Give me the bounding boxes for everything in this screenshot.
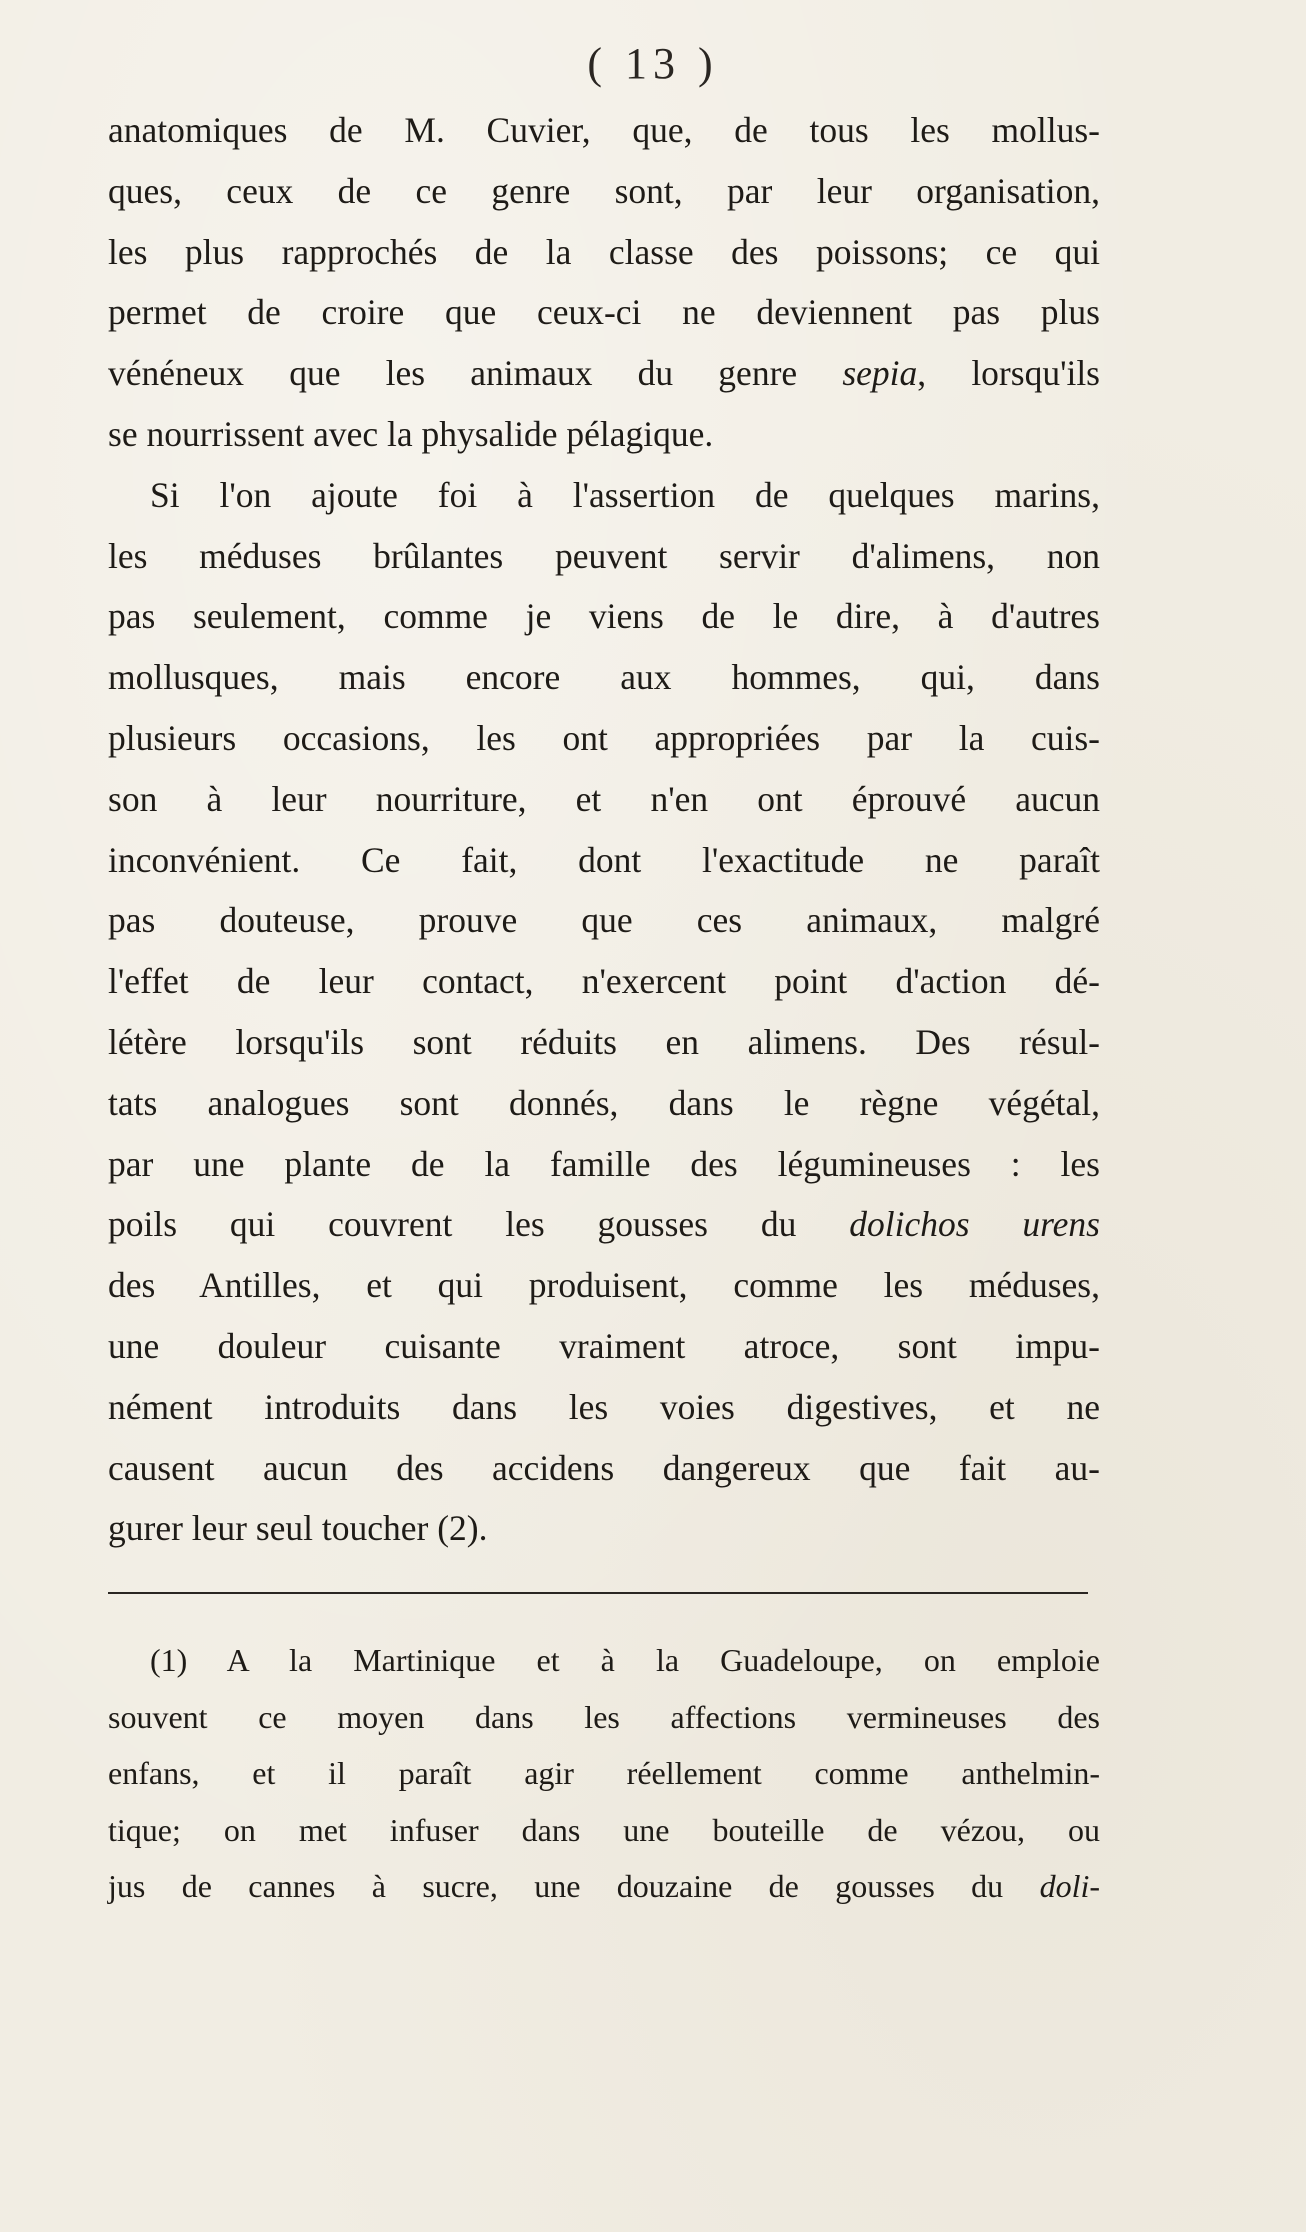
body-line: une douleur cuisante vraiment atroce, sont impu-	[108, 1325, 1100, 1366]
body-line: permet de croire que ceux-ci ne deviennent pas plus	[108, 292, 1100, 333]
body-line: l'effet de leur contact, n'exercent point d'action dé-	[108, 961, 1100, 1002]
footnote-italic-term: doli-	[1039, 1868, 1100, 1904]
body-line: mollusques, mais encore aux hommes, qui, dans	[108, 657, 1100, 698]
body-text-segment: poils qui couvrent les gousses du	[108, 1204, 850, 1245]
body-line: son à leur nourriture, et n'en ont éprouvé aucun	[108, 778, 1100, 819]
body-line: anatomiques de M. Cuvier, que, de tous les mollus-	[108, 110, 1100, 150]
body-line: pas seulement, comme je viens de le dire, à d'autres	[108, 596, 1100, 637]
body-line: inconvénient. Ce fait, dont l'exactitude ne paraît	[108, 839, 1100, 880]
body-line: pas douteuse, prouve que ces animaux, malgré	[108, 900, 1100, 941]
footnote-block	[108, 1632, 1100, 1915]
body-line: les méduses brûlantes peuvent servir d'alimens, non	[108, 535, 1100, 576]
body-line: gurer leur seul toucher (2).	[108, 1508, 488, 1549]
body-line: causent aucun des accidens dangereux que fait au-	[108, 1447, 1100, 1488]
body-italic-term: dolichos urens	[849, 1204, 1100, 1245]
footnote-line	[108, 1858, 1100, 1915]
body-line: plusieurs occasions, les ont appropriées par la cuis-	[108, 717, 1100, 758]
body-line: se nourrissent avec la physalide pélagique.	[108, 413, 714, 454]
page-number: ( 13 )	[587, 39, 719, 88]
footnote-line: souvent ce moyen dans les affections vermineuses des	[108, 1698, 1100, 1735]
body-line: par une plante de la famille des légumineuses : les	[108, 1143, 1100, 1184]
body-text-segment: , lorsqu'ils	[917, 353, 1100, 394]
body-line	[108, 1194, 1100, 1255]
body-text-segment: vénéneux que les animaux du genre	[108, 353, 843, 394]
footnote-line: enfans, et il paraît agir réellement comme anthelmin-	[108, 1755, 1100, 1791]
body-line: les plus rapprochés de la classe des poissons; ce qui	[108, 231, 1100, 272]
footnote-line: tique; on met infuser dans une bouteille de vézou, ou	[108, 1811, 1100, 1848]
footnote-separator-rule	[108, 1592, 1088, 1594]
body-line	[108, 343, 1100, 404]
body-line: Si l'on ajoute foi à l'assertion de quelques marins,	[150, 474, 1100, 515]
body-italic-term: sepia	[842, 353, 918, 394]
body-line: létère lorsqu'ils sont réduits en alimens. Des résul-	[108, 1021, 1100, 1062]
main-text-block	[108, 100, 1100, 1559]
body-line: des Antilles, et qui produisent, comme les méduses,	[108, 1265, 1100, 1306]
body-line: nément introduits dans les voies digestives, et ne	[108, 1386, 1100, 1427]
footnote-text-segment: jus de cannes à sucre, une douzaine de gousses du	[108, 1868, 1040, 1904]
footnote-line: (1) A la Martinique et à la Guadeloupe, on emploie	[150, 1642, 1100, 1678]
body-line: tats analogues sont donnés, dans le règne végétal,	[108, 1082, 1100, 1123]
body-line: ques, ceux de ce genre sont, par leur organisation,	[108, 170, 1100, 211]
